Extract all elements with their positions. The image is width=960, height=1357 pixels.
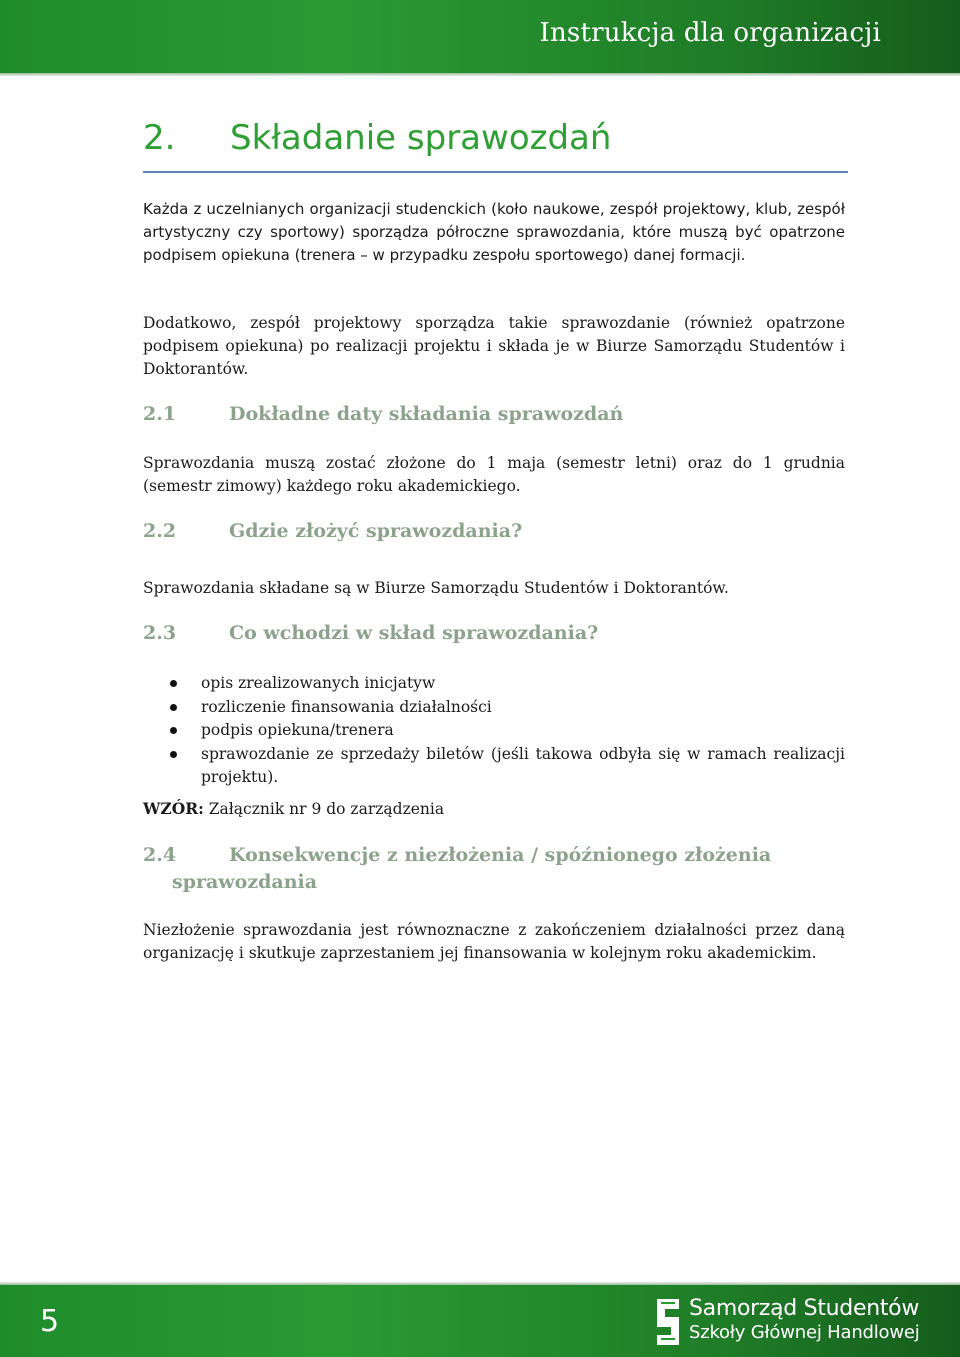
page-number: 5 — [40, 1304, 60, 1339]
bullet-icon — [170, 704, 177, 711]
bullet-icon — [170, 680, 177, 687]
logo-subtitle: Szkoły Głównej Handlowej — [689, 1322, 920, 1343]
header-title: Instrukcja dla organizacji — [539, 18, 881, 48]
intro-paragraph-1: Każda z uczelnianych organizacji studenckich (koło naukowe, zespół projektowy, klub, zespół artystyczny czy sportowy) sporządza półroczne sprawozdania, które muszą być opatrzone podpisem opiekuna (trenera – w przypadku zespołu sportowego) danej formacji. — [143, 200, 845, 264]
header-shadow — [0, 73, 960, 76]
subsection-2-1-number: 2.1 — [143, 403, 177, 425]
list-item-text: podpis opiekuna/trenera — [201, 721, 394, 739]
contents-list — [143, 672, 845, 790]
subsection-2-3-title: Co wchodzi w skład sprawozdania? — [229, 622, 599, 644]
bullet-icon — [170, 751, 177, 758]
subsection-2-2-text: Sprawozdania składane są w Biurze Samorządu Studentów i Doktorantów. — [143, 579, 729, 597]
section-title: Składanie sprawozdań — [230, 118, 612, 158]
intro-paragraph-2: Dodatkowo, zespół projektowy sporządza takie sprawozdanie (również opatrzone podpisem opiekuna) po realizacji projektu i składa je w Biurze Samorządu Studentów i Doktorantów. — [143, 314, 845, 378]
list-item — [143, 719, 845, 743]
list-item — [143, 743, 845, 790]
list-item — [143, 672, 845, 696]
template-note — [143, 797, 444, 821]
subsection-2-4-title: Konsekwencje z niezłożenia / spóźnionego złożenia — [229, 844, 772, 866]
section-rule — [143, 171, 848, 173]
subsection-2-4-title-cont: sprawozdania — [172, 871, 318, 893]
list-item — [143, 696, 845, 720]
list-item-text: opis zrealizowanych inicjatyw — [201, 674, 436, 692]
logo-title: Samorząd Studentów — [689, 1296, 920, 1321]
template-label: WZÓR: — [143, 799, 204, 818]
subsection-2-4-number: 2.4 — [143, 844, 177, 866]
list-item-text: sprawozdanie ze sprzedaży biletów (jeśli takowa odbyła się w ramach realizacji projektu). — [201, 744, 845, 786]
subsection-2-1-title: Dokładne daty składania sprawozdań — [229, 403, 624, 425]
bullet-icon — [170, 727, 177, 734]
template-text: Załącznik nr 9 do zarządzenia — [203, 800, 445, 818]
subsection-2-1-text: Sprawozdania muszą zostać złożone do 1 maja (semestr letni) oraz do 1 grudnia (semestr zimowy) każdego roku akademickiego. — [143, 454, 845, 495]
subsection-2-2-title: Gdzie złożyć sprawozdania? — [229, 520, 523, 542]
list-item-text: rozliczenie finansowania działalności — [201, 697, 492, 716]
subsection-2-2-number: 2.2 — [143, 520, 177, 542]
section-number: 2. — [143, 118, 176, 158]
logo-s-icon — [653, 1295, 683, 1349]
subsection-2-3-number: 2.3 — [143, 622, 177, 644]
subsection-2-4-text: Niezłożenie sprawozdania jest równoznaczne z zakończeniem działalności przez daną organizację i skutkuje zaprzestaniem jej finansowania w kolejnym roku akademickim. — [143, 921, 845, 962]
